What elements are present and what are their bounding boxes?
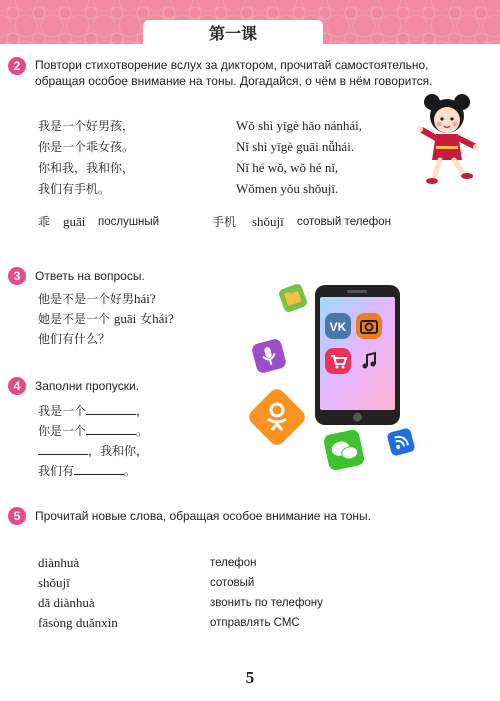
question-3: 他们有什么？ (38, 332, 111, 346)
vocab-translation: сотовый телефон (297, 216, 392, 228)
poem-pinyin-line: Wǒ shì yīgè hǎo nánhái, (236, 118, 362, 133)
word-pinyin: fāsòng duǎnxìn (38, 615, 118, 630)
exercise-number-5: 5 (8, 507, 26, 525)
exercise-number-4: 4 (8, 377, 26, 395)
wechat-icon (322, 428, 366, 472)
question-1 (38, 291, 156, 307)
wifi-icon (386, 427, 416, 457)
microphone-icon (250, 338, 288, 374)
poem-cn-line: 你和我，我和你， (38, 161, 135, 175)
fill-line-1 (38, 402, 148, 419)
exercise-3-instruction: Ответь на вопросы. (35, 269, 145, 283)
fill-line-4 (38, 462, 136, 479)
word-pinyin: diànhuà (38, 555, 80, 570)
fill-line-3 (38, 442, 148, 459)
page-number: 5 (245, 668, 255, 687)
answer-blank[interactable] (74, 462, 124, 475)
girl-illustration (412, 92, 484, 192)
word-translation: телефон (210, 557, 257, 569)
answer-blank[interactable] (38, 442, 88, 455)
exercise-5-instruction: Прочитай новые слова, обращая особое внимание на тоны. (35, 509, 371, 523)
exercise-2-instruction-line-1: Повтори стихотворение вслух за диктором, прочитай самостоятельно, (35, 58, 429, 72)
exercise-4-instruction: Заполни пропуски. (35, 379, 139, 393)
question-2-pinyin-b: hái? (152, 311, 174, 326)
answer-blank[interactable] (86, 402, 136, 415)
lesson-title: 第一课 (143, 20, 323, 46)
folder-icon (278, 283, 308, 313)
vocab-translation: послушный (98, 216, 160, 228)
word-translation: звонить по телефону (210, 597, 323, 609)
svg-text:VK: VK (329, 320, 347, 334)
fill-line-1-suffix: ， (136, 404, 149, 418)
fill-line-4-suffix: 。 (124, 464, 137, 478)
camera-icon (356, 313, 382, 339)
question-2 (38, 311, 174, 327)
exercise-2-instruction-line-2: обращая особое внимание на тоны. Догадайся, о чём в нём говорится. (35, 74, 433, 88)
vocab-cn: 乖 (38, 215, 51, 229)
odnoklassniki-icon (246, 386, 308, 448)
poem-pinyin-line: Nǐ hé wǒ, wǒ hé nǐ, (236, 160, 339, 175)
poem-cn-line: 我是一个好男孩， (38, 119, 135, 133)
fill-line-1-prefix: 我是一个 (38, 404, 87, 418)
exercise-number-2: 2 (8, 57, 26, 75)
fill-line-4-prefix: 我们有 (38, 464, 75, 478)
question-2-cn: 她是不是一个 (38, 312, 111, 326)
question-1-pinyin: hái? (134, 291, 156, 306)
word-pinyin: shǒujī (38, 575, 70, 590)
word-translation: сотовый (210, 577, 255, 589)
question-2-cn-b: 女 (140, 312, 153, 326)
vk-icon (325, 313, 351, 339)
poem-pinyin-line: Wǒmen yǒu shǒujī. (236, 181, 339, 196)
vocab-pinyin: shǒujī (252, 214, 284, 229)
poem-cn-line: 你是一个乖女孩。 (38, 140, 135, 154)
vocab-pinyin: guāi (63, 214, 86, 229)
exercise-number-3: 3 (8, 267, 26, 285)
poem-pinyin-line: Nǐ shì yīgè guāi nǚhái. (236, 139, 355, 154)
fill-line-2-suffix: 。 (136, 424, 149, 438)
answer-blank[interactable] (86, 422, 136, 435)
music-note-icon (356, 348, 382, 374)
shopping-cart-icon (325, 348, 351, 374)
fill-line-2-prefix: 你是一个 (38, 424, 87, 438)
fill-line-2 (38, 422, 148, 439)
vocab-cn: 手机 (212, 215, 237, 229)
word-translation: отправлять СМС (210, 617, 300, 629)
poem-cn-line: 我们有手机。 (38, 182, 111, 196)
word-pinyin: dǎ diànhuà (38, 595, 95, 610)
question-2-pinyin: guāi (113, 311, 137, 326)
question-1-cn: 他是不是一个好男 (38, 292, 135, 306)
fill-line-3-suffix: ，我和你， (88, 444, 149, 458)
